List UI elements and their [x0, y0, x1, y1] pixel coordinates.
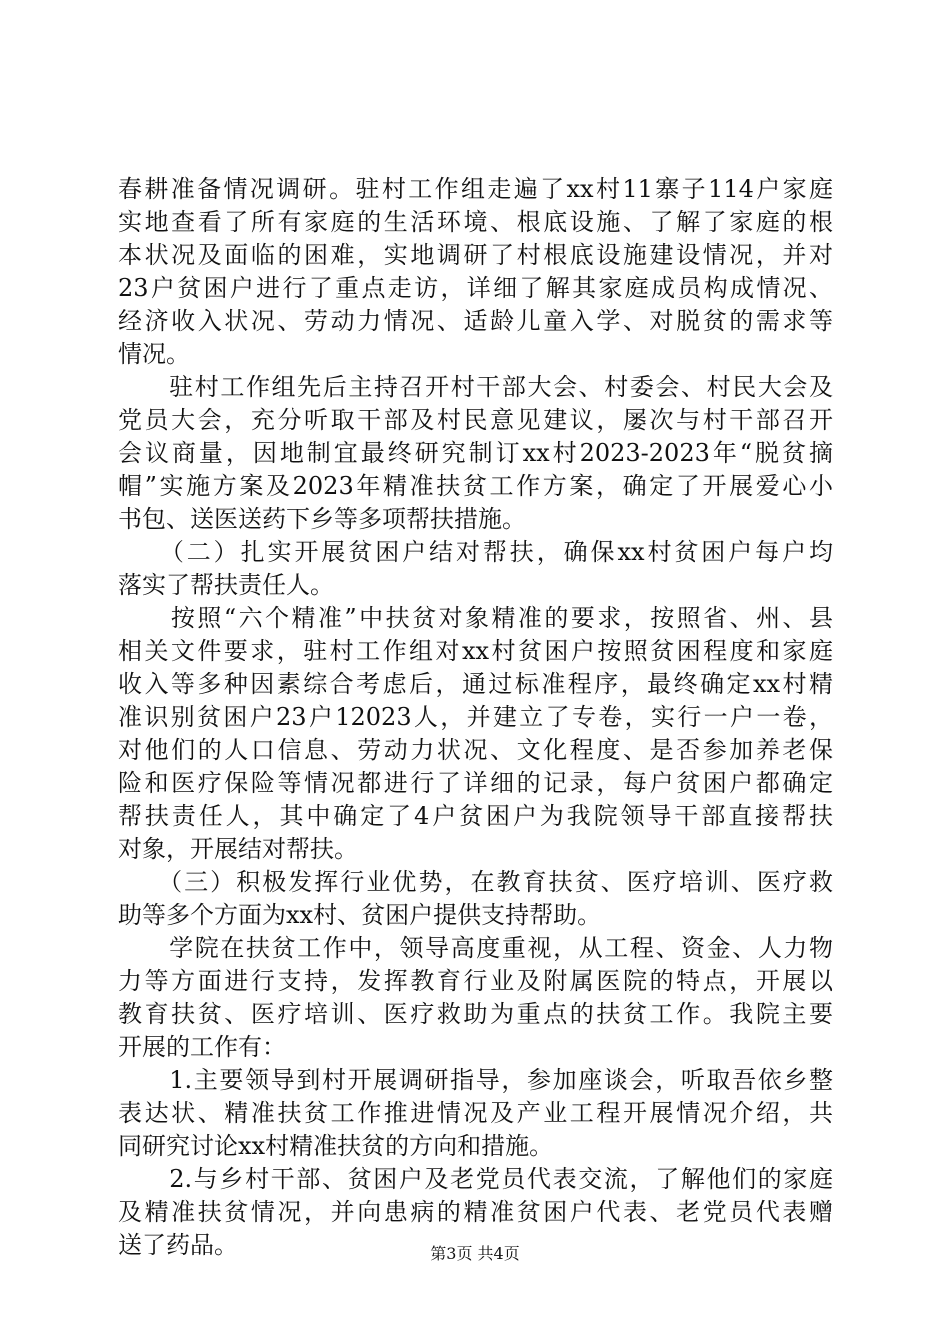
text-line: 助等多个方面为xx村、贫困户提供支持帮助。 — [118, 901, 602, 929]
text-line: 学院在扶贫工作中，领导高度重视，从工程、资金、人力物 — [118, 934, 833, 962]
text-line: 驻村工作组先后主持召开村干部大会、村委会、村民大会及 — [118, 373, 833, 401]
text-line: 会议商量，因地制宜最终研究制订xx村2023-2023年“脱贫摘 — [118, 439, 833, 467]
text-line: 帽”实施方案及2023年精准扶贫工作方案，确定了开展爱心小 — [118, 472, 833, 500]
text-line: 开展的工作有： — [118, 1033, 286, 1061]
text-line: 按照“六个精准”中扶贫对象精准的要求，按照省、州、县 — [118, 604, 833, 632]
text-line: 对象，开展结对帮扶。 — [118, 835, 358, 863]
document-body — [118, 173, 833, 1262]
text-line: 及精准扶贫情况，并向患病的精准贫困户代表、老党员代表赠 — [118, 1198, 833, 1226]
text-line: （三）积极发挥行业优势，在教育扶贫、医疗培训、医疗救 — [118, 868, 833, 896]
text-line: 同研究讨论xx村精准扶贫的方向和措施。 — [118, 1132, 554, 1160]
text-line: 帮扶责任人，其中确定了4户贫困户为我院领导干部直接帮扶 — [118, 802, 833, 830]
text-line: 本状况及面临的困难，实地调研了村根底设施建设情况，并对 — [118, 241, 833, 269]
page-number-footer: 第3页 共4页 — [430, 1244, 520, 1263]
text-line: 表达状、精准扶贫工作推进情况及产业工程开展情况介绍，共 — [118, 1099, 833, 1127]
text-line: 险和医疗保险等情况都进行了详细的记录，每户贫困户都确定 — [118, 769, 833, 797]
text-line: 情况。 — [118, 340, 190, 368]
text-line: 相关文件要求，驻村工作组对xx村贫困户按照贫困程度和家庭 — [118, 637, 833, 665]
text-line: 1.主要领导到村开展调研指导，参加座谈会，听取吾依乡整 — [118, 1066, 833, 1094]
text-line: 收入等多种因素综合考虑后，通过标准程序，最终确定xx村精 — [118, 670, 833, 698]
text-line: 力等方面进行支持，发挥教育行业及附属医院的特点，开展以 — [118, 967, 833, 995]
text-line: （二）扎实开展贫困户结对帮扶，确保xx村贫困户每户均 — [118, 538, 833, 566]
text-line: 对他们的人口信息、劳动力状况、文化程度、是否参加养老保 — [118, 736, 833, 764]
text-line: 春耕准备情况调研。驻村工作组走遍了xx村11寨子114户家庭 — [118, 175, 833, 203]
text-line: 准识别贫困户23户12023人，并建立了专卷，实行一户一卷， — [118, 703, 833, 731]
text-line: 经济收入状况、劳动力情况、适龄儿童入学、对脱贫的需求等 — [118, 307, 833, 335]
text-line: 送了药品。 — [118, 1231, 238, 1259]
text-line: 落实了帮扶责任人。 — [118, 571, 334, 599]
text-line: 2.与乡村干部、贫困户及老党员代表交流，了解他们的家庭 — [118, 1165, 833, 1193]
text-line: 实地查看了所有家庭的生活环境、根底设施、了解了家庭的根 — [118, 208, 833, 236]
text-line: 书包、送医送药下乡等多项帮扶措施。 — [118, 505, 526, 533]
text-line: 23户贫困户进行了重点走访，详细了解其家庭成员构成情况、 — [118, 274, 833, 302]
text-line: 教育扶贫、医疗培训、医疗救助为重点的扶贫工作。我院主要 — [118, 1000, 833, 1028]
text-line: 党员大会，充分听取干部及村民意见建议，屡次与村干部召开 — [118, 406, 833, 434]
